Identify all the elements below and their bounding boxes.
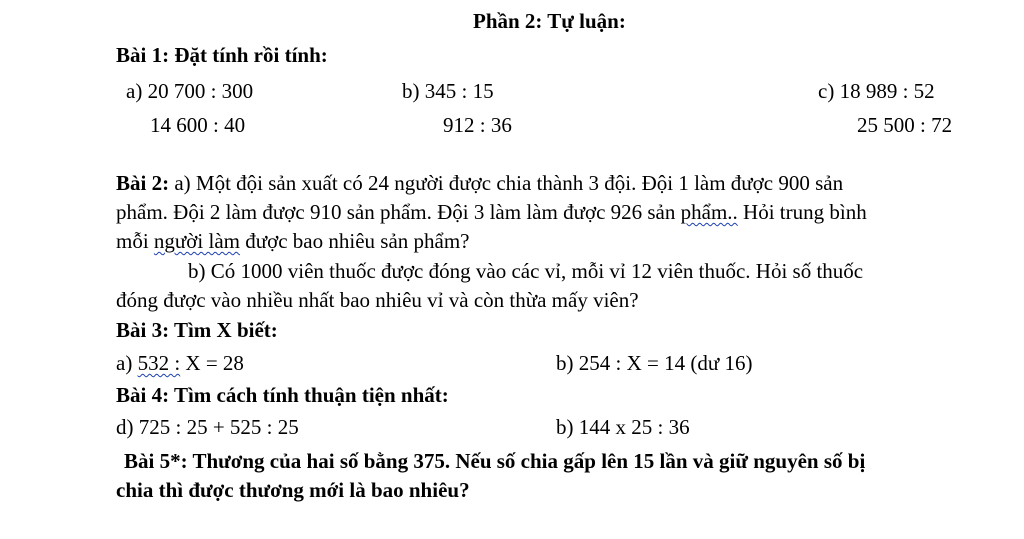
bai3-a-label: a) — [116, 351, 138, 375]
bai2-a-text3-wavy: người làm — [153, 229, 240, 253]
bai3-a — [116, 350, 244, 376]
bai5-line2: chia thì được thương mới là bao nhiêu? — [116, 478, 470, 502]
bai2-a-line1 — [116, 170, 843, 196]
bai2-a-text2-end: Hỏi trung bình — [737, 200, 867, 224]
bai4-d: d) 725 : 25 + 525 : 25 — [116, 415, 299, 439]
bai1-a-label: a) — [126, 79, 143, 103]
bai4-heading: Bài 4: Tìm cách tính thuận tiện nhất: — [116, 383, 449, 407]
bai1-b2-expression: 912 : 36 — [443, 113, 512, 137]
bai2-a-text2: phẩm. Đội 2 làm được 910 sản phẩm. Đội 3 làm làm được 926 sản — [116, 200, 681, 224]
bai1-b1 — [402, 78, 494, 104]
bai1-b-label: b) — [402, 79, 420, 103]
bai2-b-line2: đóng được vào nhiều nhất bao nhiêu vỉ và còn thừa mấy viên? — [116, 288, 639, 312]
bai2-a-text2-wavy: phẩm.. — [680, 200, 738, 224]
bai3-b: b) 254 : X = 14 (dư 16) — [556, 351, 753, 375]
bai1-b1-expression: 345 : 15 — [424, 79, 494, 103]
bai2-a-line2 — [116, 199, 867, 225]
bai2-b-line1: b) Có 1000 viên thuốc được đóng vào các vỉ, mỗi vỉ 12 viên thuốc. Hỏi số thuốc — [188, 259, 864, 283]
bai3-a-rest: X = 28 — [180, 351, 244, 375]
bai2-a-text3: mỗi — [116, 229, 154, 253]
page-title: Phần 2: Tự luận: — [473, 9, 626, 33]
bai4-b: b) 144 x 25 : 36 — [556, 415, 690, 439]
bai1-c1-expression: 18 989 : 52 — [839, 79, 935, 103]
bai1-a1-expression: 20 700 : 300 — [147, 79, 254, 103]
bai1-c-label: c) — [818, 79, 835, 103]
bai2-a-text3-end: được bao nhiêu sản phẩm? — [239, 229, 470, 253]
bai1-heading: Bài 1: Đặt tính rồi tính: — [116, 43, 328, 67]
bai1-c1 — [818, 78, 935, 104]
bai1-a2-expression: 14 600 : 40 — [150, 113, 246, 137]
bai2-a-text1: a) Một đội sản xuất có 24 người được chia thành 3 đội. Đội 1 làm được 900 sản — [174, 171, 844, 195]
bai2-label: Bài 2: — [116, 171, 170, 195]
bai1-a1 — [126, 78, 253, 104]
bai2-a-line3 — [116, 228, 470, 254]
bai3-heading: Bài 3: Tìm X biết: — [116, 318, 278, 342]
bai5-line1: Bài 5*: Thương của hai số bằng 375. Nếu số chia gấp lên 15 lần và giữ nguyên số bị — [124, 449, 866, 473]
bai3-a-wavy: 532 : — [137, 351, 181, 375]
bai1-c2-expression: 25 500 : 72 — [857, 113, 953, 137]
